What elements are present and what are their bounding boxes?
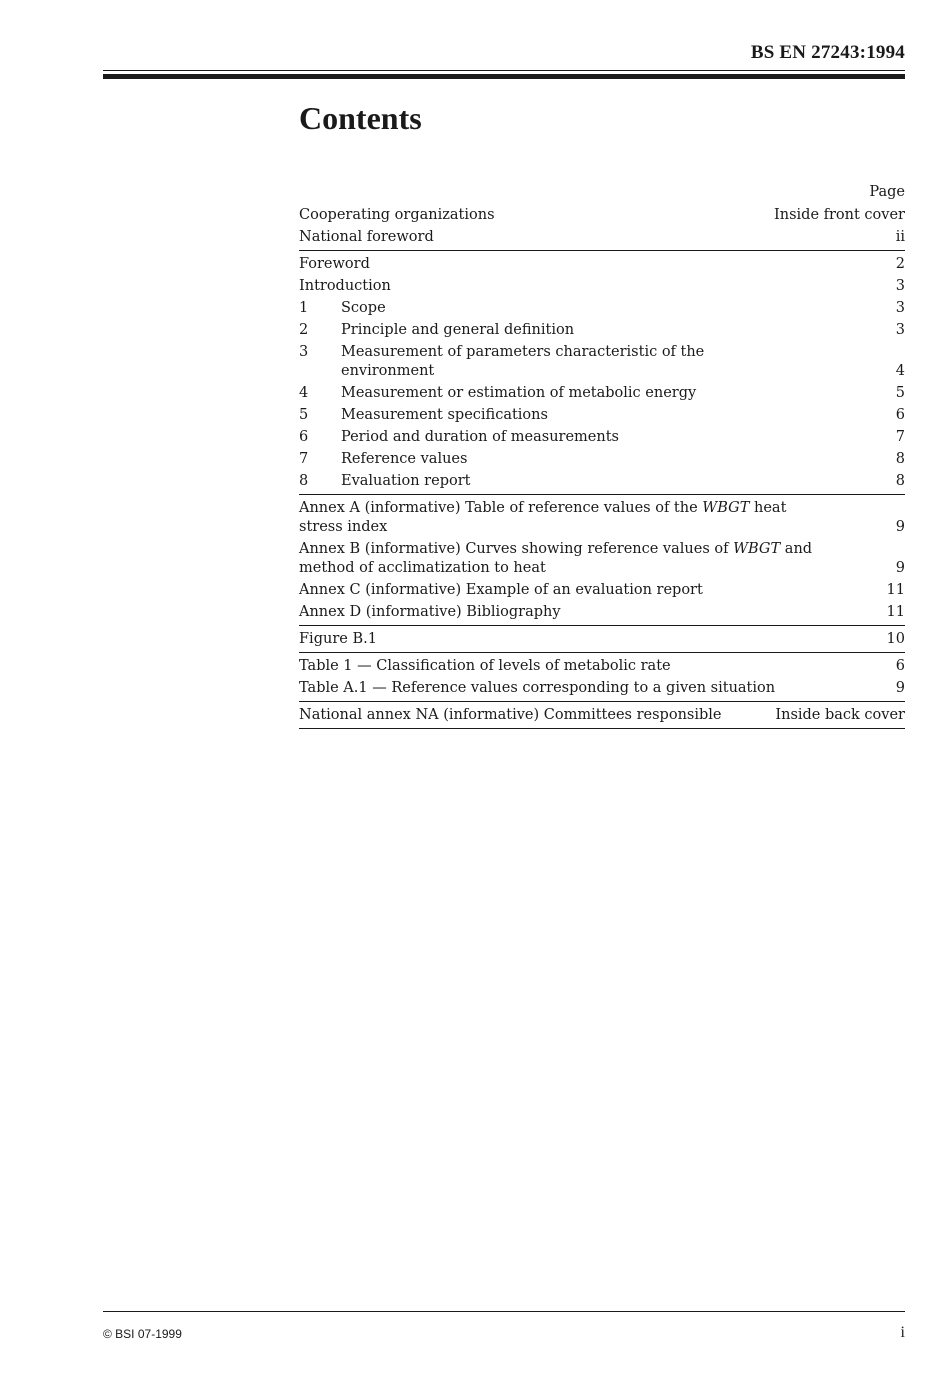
toc-entry-title: Cooperating organizations (299, 207, 495, 223)
toc-group (299, 498, 905, 626)
toc-entry[interactable] (299, 254, 905, 276)
toc-entry-page: ii (895, 229, 905, 245)
clause-number: 8 (299, 473, 309, 489)
title-part: Annex B (informative) Curves showing reference values of (299, 541, 734, 557)
toc-entry[interactable] (299, 678, 905, 700)
toc-entry-page: 9 (895, 680, 905, 696)
page-number: i (900, 1324, 905, 1341)
toc-entry-page: 5 (895, 385, 905, 401)
toc-entry-label (299, 384, 866, 403)
toc-entry-label (299, 206, 744, 225)
clause-number: 7 (299, 451, 309, 467)
toc-entry-title: Reference values (341, 451, 468, 467)
toc-entry-label (299, 228, 866, 247)
toc-entry-label (299, 343, 866, 381)
toc-entry-label (299, 540, 866, 578)
toc-entry[interactable] (299, 427, 905, 449)
toc-entry-label (299, 657, 866, 676)
toc-entry-page: 8 (895, 451, 905, 467)
toc-entry-label (299, 450, 866, 469)
copyright-notice: © BSI 07-1999 (103, 1327, 182, 1341)
title-part: heat stress index (299, 500, 787, 535)
toc-group (299, 656, 905, 702)
toc-group (299, 205, 905, 251)
toc-entry[interactable] (299, 205, 905, 227)
toc-entry-title: Principle and general definition (341, 322, 575, 338)
toc-group (299, 254, 905, 495)
toc-group (299, 629, 905, 653)
toc-entry-title: Foreword (299, 256, 370, 272)
toc-entry-label (299, 603, 857, 622)
toc-entry-title: National annex NA (informative) Committees responsible (299, 707, 722, 723)
header-rule-thin (103, 70, 905, 71)
toc-entry[interactable] (299, 383, 905, 405)
toc-entry-label (299, 581, 857, 600)
toc-entry[interactable] (299, 471, 905, 493)
toc-entry-page: 10 (886, 631, 905, 647)
clause-number: 5 (299, 407, 309, 423)
toc-entry-page: Inside back cover (775, 707, 905, 723)
clause-number: 4 (299, 385, 309, 401)
toc-entry[interactable] (299, 705, 905, 727)
toc-entry-title: Annex D (informative) Bibliography (299, 604, 561, 620)
title-part: Annex A (informative) Table of reference values of the (299, 500, 703, 516)
toc-entry-page: 6 (895, 658, 905, 674)
toc-entry[interactable] (299, 298, 905, 320)
toc-entry-title: Figure B.1 (299, 631, 377, 647)
toc-entry-page: 9 (895, 560, 905, 576)
toc-entry[interactable] (299, 449, 905, 471)
toc-entry-page: 7 (895, 429, 905, 445)
toc-entry-title: Period and duration of measurements (341, 429, 619, 445)
toc-entry-page: 3 (895, 300, 905, 316)
toc-entry-label (299, 499, 866, 537)
header-rule-thick (103, 74, 905, 79)
italic-term: WBGT (702, 500, 750, 516)
clause-number: 2 (299, 322, 309, 338)
toc-entry-page: 6 (895, 407, 905, 423)
document-code: BS EN 27243:1994 (750, 42, 905, 63)
toc-entry[interactable] (299, 320, 905, 342)
toc-entry-title: Table A.1 — Reference values corresponding to a given situation (299, 680, 776, 696)
toc-entry-title: Scope (341, 300, 386, 316)
toc-entry-title: Introduction (299, 278, 391, 294)
footer-rule (103, 1311, 905, 1312)
toc-entry[interactable] (299, 602, 905, 624)
toc-entry-title (299, 540, 866, 578)
toc-entry-page: Inside front cover (774, 207, 905, 223)
toc-entry-title: Measurement of parameters characteristic of the environment (341, 344, 705, 379)
clause-number: 3 (299, 344, 309, 360)
toc-entry[interactable] (299, 227, 905, 249)
clause-number: 1 (299, 300, 309, 316)
toc-entry[interactable] (299, 629, 905, 651)
toc-entry-label (299, 428, 866, 447)
toc-entry-label (299, 472, 866, 491)
toc-entry-page: 3 (895, 322, 905, 338)
table-of-contents (299, 183, 905, 732)
toc-entry-title: Annex C (informative) Example of an evaluation report (299, 582, 703, 598)
toc-groups (299, 205, 905, 729)
toc-entry-page: 3 (895, 278, 905, 294)
toc-entry-label (299, 277, 866, 296)
toc-entry-label (299, 630, 857, 649)
toc-entry-label (299, 679, 866, 698)
italic-term: WBGT (733, 541, 781, 557)
toc-entry-label (299, 321, 866, 340)
toc-entry-page: 2 (895, 256, 905, 272)
toc-entry-page: 11 (886, 604, 905, 620)
toc-entry-title: Measurement or estimation of metabolic energy (341, 385, 697, 401)
toc-entry-title (299, 499, 866, 537)
page-column-heading: Page (869, 184, 905, 200)
toc-entry-page: 8 (895, 473, 905, 489)
toc-entry[interactable] (299, 342, 905, 383)
toc-entry-page: 11 (886, 582, 905, 598)
toc-entry[interactable] (299, 539, 905, 580)
toc-group (299, 705, 905, 729)
title-part: and method of acclimatization to heat (299, 541, 813, 576)
toc-entry-title: Measurement specifications (341, 407, 548, 423)
toc-entry[interactable] (299, 656, 905, 678)
toc-entry-label (299, 406, 866, 425)
toc-entry[interactable] (299, 405, 905, 427)
toc-entry[interactable] (299, 276, 905, 298)
toc-entry-title: National foreword (299, 229, 434, 245)
toc-entry-title: Evaluation report (341, 473, 471, 489)
toc-entry-page: 9 (895, 519, 905, 535)
toc-entry-label (299, 299, 866, 318)
page-title: Contents (299, 100, 422, 136)
toc-entry[interactable] (299, 498, 905, 539)
toc-entry-label (299, 255, 866, 274)
toc-entry-page: 4 (895, 363, 905, 379)
toc-entry-label (299, 706, 745, 725)
toc-entry[interactable] (299, 580, 905, 602)
toc-entry-title: Table 1 — Classification of levels of metabolic rate (299, 658, 671, 674)
clause-number: 6 (299, 429, 309, 445)
